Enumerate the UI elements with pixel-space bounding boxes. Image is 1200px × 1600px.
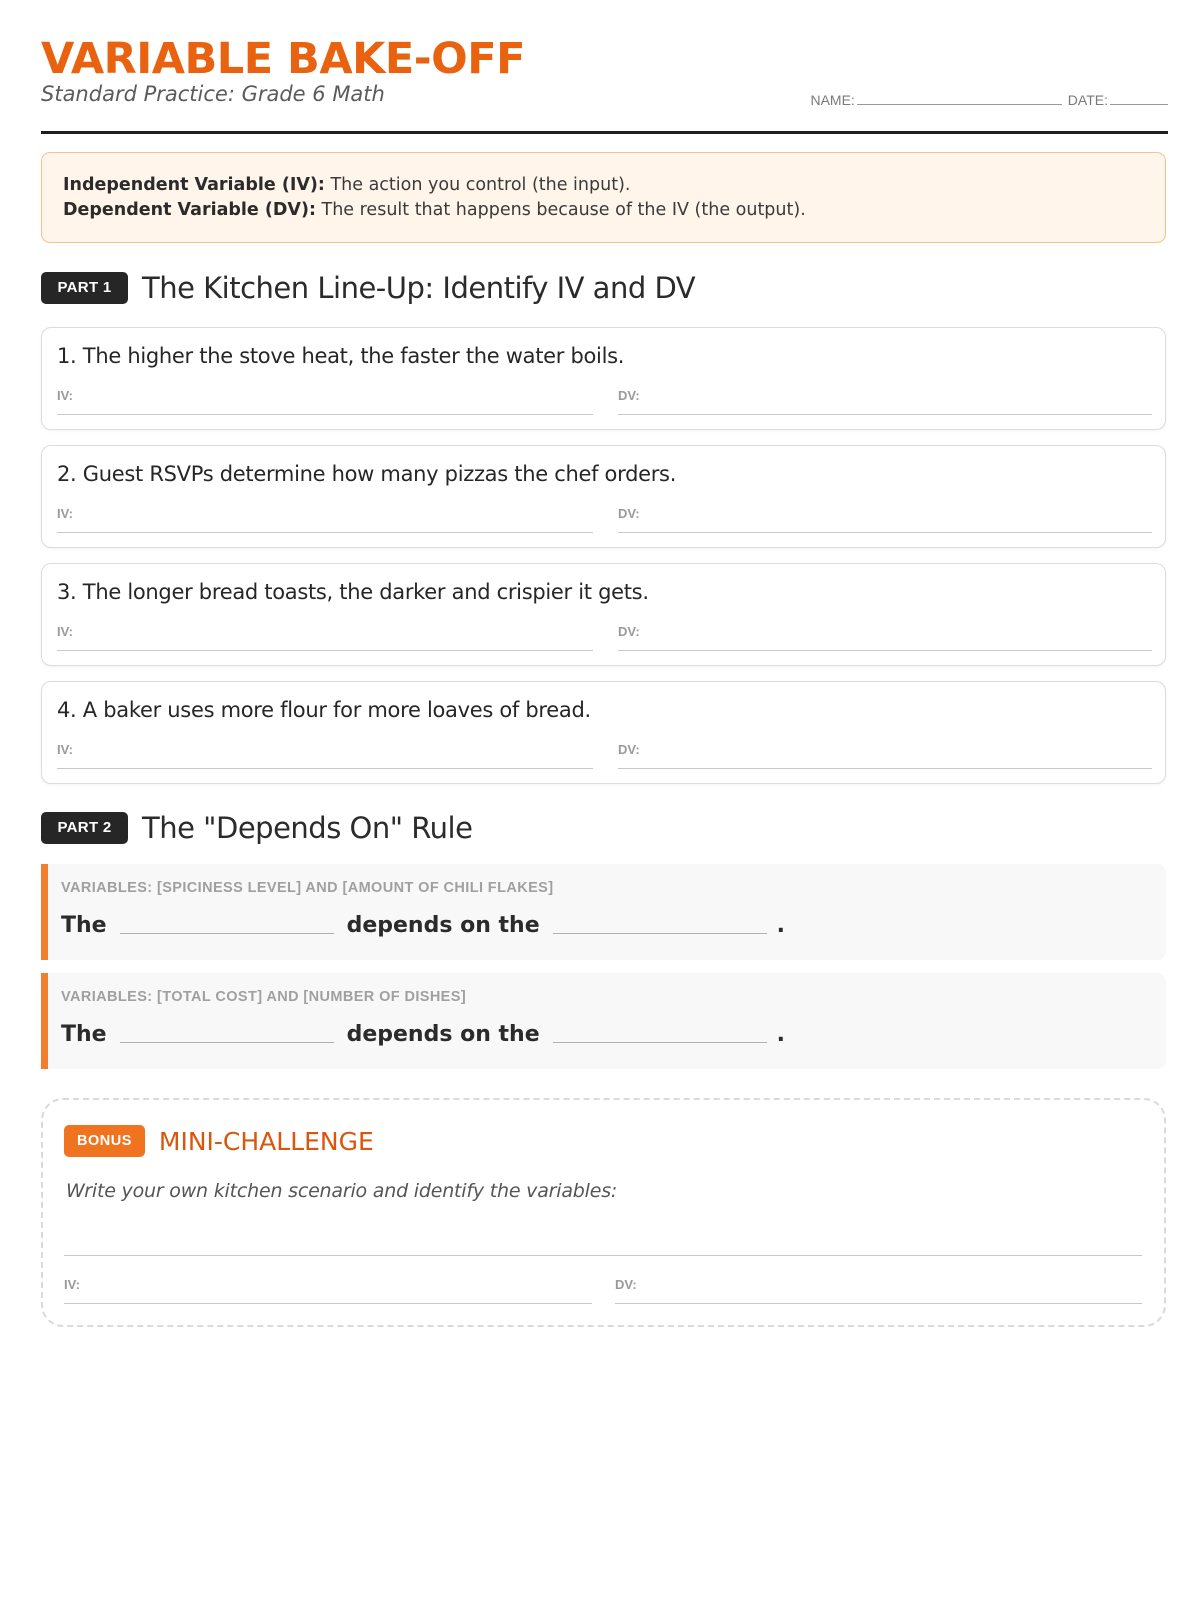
definitions-box bbox=[41, 152, 1166, 243]
worksheet-subtitle: Standard Practice: Grade 6 Math bbox=[41, 82, 385, 106]
dv-term: Dependent Variable (DV): bbox=[63, 200, 316, 220]
part2-badge: PART 2 bbox=[41, 812, 128, 844]
dv-label: DV: bbox=[618, 742, 640, 757]
dv-answer-line[interactable] bbox=[618, 624, 1152, 651]
sentence-period: . bbox=[776, 1022, 785, 1047]
word-the: The bbox=[61, 1022, 107, 1047]
iv-answer-line[interactable] bbox=[57, 742, 593, 769]
worksheet-page bbox=[41, 0, 1168, 1292]
iv-answer-line[interactable] bbox=[64, 1277, 592, 1304]
question-card-3 bbox=[41, 563, 1166, 666]
name-date-fields bbox=[810, 92, 1168, 108]
part1-header bbox=[41, 271, 695, 305]
dependent-blank[interactable] bbox=[120, 1042, 334, 1043]
depends-on-sentence bbox=[61, 913, 785, 938]
worksheet-header bbox=[41, 0, 1168, 134]
name-label: NAME: bbox=[810, 92, 855, 108]
dv-label: DV: bbox=[618, 624, 640, 639]
iv-answer-line[interactable] bbox=[57, 506, 593, 533]
iv-label: IV: bbox=[57, 388, 73, 403]
date-blank[interactable] bbox=[1110, 104, 1168, 105]
word-depends-on: depends on the bbox=[346, 913, 540, 938]
worksheet-title: VARIABLE BAKE-OFF bbox=[41, 34, 525, 84]
question-text: 1. The higher the stove heat, the faster the water boils. bbox=[57, 344, 625, 368]
iv-label: IV: bbox=[57, 506, 73, 521]
date-label: DATE: bbox=[1067, 92, 1108, 108]
dv-answer-line[interactable] bbox=[618, 742, 1152, 769]
bonus-header bbox=[64, 1125, 374, 1157]
iv-definition bbox=[63, 173, 1144, 198]
dv-definition bbox=[63, 198, 1144, 223]
bonus-badge: BONUS bbox=[64, 1125, 145, 1157]
word-depends-on: depends on the bbox=[346, 1022, 540, 1047]
question-text: 3. The longer bread toasts, the darker and crispier it gets. bbox=[57, 580, 649, 604]
part2-title: The "Depends On" Rule bbox=[142, 811, 473, 845]
dv-answer-line[interactable] bbox=[615, 1277, 1142, 1304]
dv-answer-line[interactable] bbox=[618, 388, 1152, 415]
variables-hint: VARIABLES: [TOTAL COST] AND [NUMBER OF DISHES] bbox=[61, 989, 467, 1005]
iv-answer-line[interactable] bbox=[57, 624, 593, 651]
question-text: 2. Guest RSVPs determine how many pizzas the chef orders. bbox=[57, 462, 677, 486]
iv-label: IV: bbox=[57, 742, 73, 757]
part1-title: The Kitchen Line-Up: Identify IV and DV bbox=[142, 271, 696, 305]
iv-term: Independent Variable (IV): bbox=[63, 175, 325, 195]
part2-header bbox=[41, 811, 472, 845]
iv-answer-line[interactable] bbox=[57, 388, 593, 415]
iv-label: IV: bbox=[64, 1277, 80, 1292]
question-card-2 bbox=[41, 445, 1166, 548]
dv-definition-text: The result that happens because of the IV (the output). bbox=[315, 200, 806, 220]
independent-blank[interactable] bbox=[553, 933, 767, 934]
dv-label: DV: bbox=[618, 506, 640, 521]
dv-label: DV: bbox=[615, 1277, 637, 1292]
word-the: The bbox=[61, 913, 107, 938]
bonus-challenge-box bbox=[41, 1098, 1166, 1327]
depends-on-row-1 bbox=[41, 864, 1166, 960]
question-text: 4. A baker uses more flour for more loaves of bread. bbox=[57, 698, 591, 722]
dv-label: DV: bbox=[618, 388, 640, 403]
question-card-1 bbox=[41, 327, 1166, 430]
name-blank[interactable] bbox=[857, 104, 1062, 105]
scenario-answer-line[interactable] bbox=[64, 1255, 1142, 1256]
bonus-prompt: Write your own kitchen scenario and identify the variables: bbox=[66, 1180, 618, 1202]
iv-definition-text: The action you control (the input). bbox=[324, 175, 631, 195]
independent-blank[interactable] bbox=[553, 1042, 767, 1043]
bonus-title: MINI-CHALLENGE bbox=[158, 1126, 374, 1156]
dependent-blank[interactable] bbox=[120, 933, 334, 934]
depends-on-row-2 bbox=[41, 973, 1166, 1069]
sentence-period: . bbox=[776, 913, 785, 938]
question-card-4 bbox=[41, 681, 1166, 784]
dv-answer-line[interactable] bbox=[618, 506, 1152, 533]
depends-on-sentence bbox=[61, 1022, 785, 1047]
iv-label: IV: bbox=[57, 624, 73, 639]
variables-hint: VARIABLES: [SPICINESS LEVEL] AND [AMOUNT OF CHILI FLAKES] bbox=[61, 880, 554, 896]
part1-badge: PART 1 bbox=[41, 272, 128, 304]
